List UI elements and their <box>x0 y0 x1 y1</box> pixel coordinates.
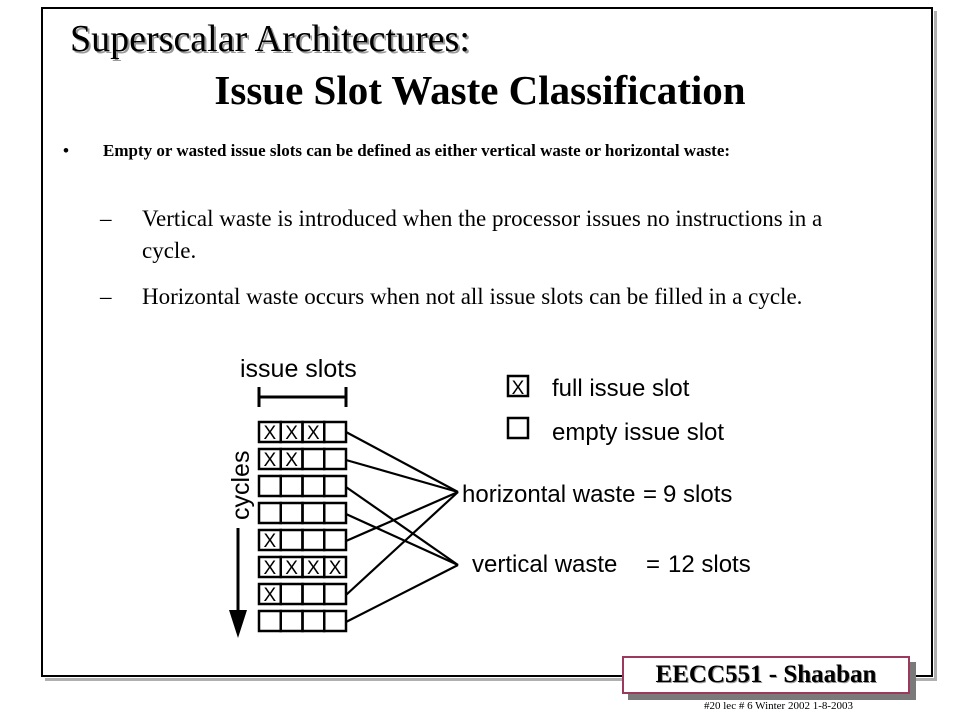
legend <box>508 375 724 446</box>
footer-badge <box>622 656 910 694</box>
subpoint-text: Vertical waste is introduced when the processor issues no instructions in a cycle. <box>142 206 823 263</box>
slot-mark: X <box>263 558 277 579</box>
empty-issue-slot <box>281 503 303 523</box>
bullet-text: Empty or wasted issue slots can be defined as either vertical waste or horizontal waste: <box>103 141 731 160</box>
cycles-arrow <box>229 528 247 638</box>
empty-issue-slot <box>303 584 325 604</box>
slot-mark: X <box>285 558 298 579</box>
empty-issue-slot <box>281 584 303 604</box>
bullet-marker: • <box>63 141 69 160</box>
cycle-row <box>259 476 346 496</box>
vertical-waste-value: 12 slots <box>668 551 751 578</box>
empty-issue-slot <box>303 611 325 631</box>
cycle-row <box>259 557 346 579</box>
subpoint-text: Horizontal waste occurs when not all issue slots can be filled in a cycle. <box>142 284 803 309</box>
issue-slots-label: issue slots <box>240 355 357 383</box>
slot-mark: X <box>263 450 277 471</box>
empty-issue-slot <box>303 476 325 496</box>
full-slot-legend-label: full issue slot <box>552 375 690 402</box>
slot-mark: X <box>328 558 342 579</box>
empty-issue-slot <box>303 449 325 469</box>
cycle-row <box>259 530 346 552</box>
empty-issue-slot <box>259 476 281 496</box>
empty-issue-slot <box>303 503 325 523</box>
empty-issue-slot <box>324 584 346 604</box>
cycle-row <box>259 611 346 631</box>
empty-issue-slot <box>324 422 346 442</box>
cycle-row <box>259 422 346 444</box>
slot-mark: X <box>263 423 277 444</box>
slot-mark: X <box>263 585 277 606</box>
empty-issue-slot <box>259 503 281 523</box>
empty-issue-slot <box>324 611 346 631</box>
slide-title: Issue Slot Waste Classification <box>214 67 746 113</box>
horizontal-waste-equals: = <box>643 481 658 508</box>
vertical-waste-label: vertical waste <box>472 551 618 578</box>
cycle-row <box>259 449 346 471</box>
vertical-waste-equals: = <box>646 551 661 578</box>
footer-badge-text: EECC551 - Shaaban <box>655 661 877 688</box>
empty-issue-slot <box>324 530 346 550</box>
empty-issue-slot <box>281 476 303 496</box>
slot-mark: X <box>263 531 277 552</box>
cycle-row <box>259 584 346 606</box>
empty-issue-slot <box>259 611 281 631</box>
full-slot-legend-mark: X <box>511 378 525 399</box>
empty-issue-slot <box>324 449 346 469</box>
waste-connectors <box>346 432 458 622</box>
issue-slots-bracket <box>259 387 346 407</box>
empty-issue-slot <box>281 530 303 550</box>
horizontal-waste-value: 9 slots <box>663 481 733 508</box>
horizontal-waste-label: horizontal waste <box>462 481 636 508</box>
empty-slot-legend-icon <box>508 418 528 438</box>
empty-slot-legend-label: empty issue slot <box>552 419 725 446</box>
slot-mark: X <box>307 558 320 579</box>
empty-issue-slot <box>324 476 346 496</box>
empty-issue-slot <box>324 503 346 523</box>
dash-marker: – <box>100 206 112 231</box>
slide-subtitle: Superscalar Architectures: <box>70 18 470 60</box>
empty-issue-slot <box>281 611 303 631</box>
cycles-label: cycles <box>227 450 255 520</box>
footer-note: #20 lec # 6 Winter 2002 1-8-2003 <box>704 700 854 712</box>
slot-mark: X <box>307 423 320 444</box>
slot-mark: X <box>285 450 298 471</box>
cycle-row <box>259 503 346 523</box>
dash-marker: – <box>100 284 112 309</box>
empty-issue-slot <box>303 530 325 550</box>
slot-grid <box>259 422 346 631</box>
slot-mark: X <box>285 423 298 444</box>
